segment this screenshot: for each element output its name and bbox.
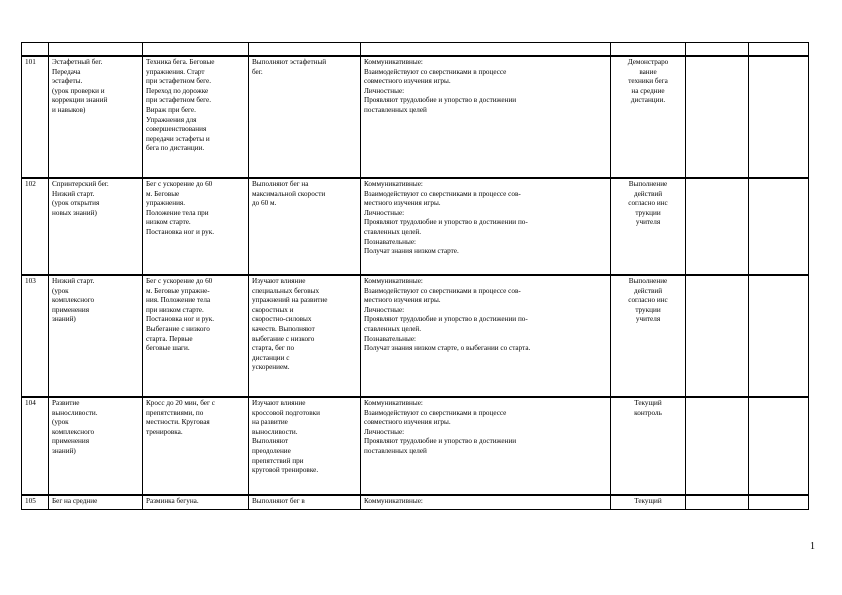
- lesson-topic-line: (урок: [52, 418, 69, 427]
- learning-outcomes: [361, 275, 611, 397]
- extra-cell: [686, 275, 749, 397]
- learning-outcomes-line: Взаимодействуют со сверстниками в процессе сов-: [364, 189, 521, 198]
- lesson-content-line: Бег с ускорение до 60: [146, 180, 213, 188]
- header-cell: [611, 43, 686, 57]
- lesson-content-line: Переход по дорожке: [146, 86, 209, 95]
- control-form-line: Демонстраро: [627, 58, 669, 66]
- header-cell: [249, 43, 361, 57]
- learning-outcomes-line: Коммуникативные:: [364, 58, 423, 66]
- learning-outcomes-line: Познавательные:: [364, 334, 417, 343]
- table-row: [22, 56, 809, 178]
- learning-outcomes-line: Личностные:: [364, 427, 405, 436]
- lesson-content-line: м. Беговые: [146, 189, 180, 198]
- control-form-line: на средние: [631, 86, 665, 95]
- learning-outcomes-line: Личностные:: [364, 305, 405, 314]
- extra-cell: [686, 56, 749, 178]
- extra-cell: [749, 397, 809, 495]
- learning-outcomes-line: ставленных целей.: [364, 227, 422, 236]
- lesson-topic: [49, 397, 143, 495]
- lesson-content-line: при низком старте.: [146, 305, 204, 314]
- lesson-content-line: передачи эстафеты и: [146, 134, 210, 143]
- control-form: [611, 275, 686, 397]
- learning-outcomes-line: местного изучения игры.: [364, 296, 441, 305]
- learning-outcomes: [361, 495, 611, 509]
- table-row: [22, 495, 809, 509]
- lesson-plan-table: [21, 42, 809, 510]
- learning-outcomes-line: Получат знания низком старте, о выбегании со старта.: [364, 344, 531, 353]
- lesson-topic: [49, 178, 143, 275]
- table-row: [22, 178, 809, 275]
- learning-outcomes-line: Проявляют трудолюбие и упорство в достижении по-: [364, 315, 528, 324]
- lesson-number: 102: [22, 178, 49, 275]
- lesson-content: [143, 397, 249, 495]
- student-activity-line: Изучают влияние: [252, 277, 306, 285]
- lesson-content-line: старта. Первые: [146, 334, 193, 343]
- lesson-topic-line: новых знаний): [52, 208, 97, 217]
- lesson-content-line: низком старте.: [146, 218, 191, 227]
- learning-outcomes-line: Коммуникативные:: [364, 497, 423, 505]
- student-activity-line: выбегание с низкого: [252, 334, 315, 343]
- lesson-content: [143, 495, 249, 509]
- learning-outcomes-line: поставленных целей: [364, 105, 427, 114]
- table-row: [22, 275, 809, 397]
- lesson-topic-line: применения: [52, 305, 90, 314]
- learning-outcomes-line: Коммуникативные:: [364, 180, 423, 188]
- learning-outcomes-line: Получат знания низком старте.: [364, 247, 459, 256]
- student-activity-line: максимальной скорости: [252, 189, 326, 198]
- student-activity: [249, 275, 361, 397]
- lesson-content-line: м. Беговые упражне-: [146, 286, 210, 295]
- student-activity: [249, 397, 361, 495]
- lesson-content-line: совершенствования: [146, 125, 207, 134]
- student-activity-line: старта, бег по: [252, 344, 295, 353]
- lesson-topic-line: и навыков): [52, 105, 86, 114]
- learning-outcomes-line: Коммуникативные:: [364, 399, 423, 407]
- lesson-content-line: при эстафетном беге.: [146, 77, 212, 86]
- lesson-topic-line: Эстафетный бег.: [52, 58, 103, 66]
- learning-outcomes-line: поставленных целей: [364, 446, 427, 455]
- lesson-content-line: препятствиями, по: [146, 408, 204, 417]
- lesson-topic-line: комплексного: [52, 427, 95, 436]
- student-activity-line: на развитие: [252, 418, 288, 427]
- learning-outcomes-line: Проявляют трудолюбие и упорство в достижении: [364, 437, 517, 446]
- lesson-content-line: упражнения.: [146, 199, 186, 208]
- lesson-number: 104: [22, 397, 49, 495]
- learning-outcomes-line: Проявляют трудолюбие и упорство в достижении по-: [364, 218, 528, 227]
- lesson-topic: [49, 56, 143, 178]
- lesson-content-line: тренировка.: [146, 427, 183, 436]
- table-row: [22, 397, 809, 495]
- lesson-content: [143, 178, 249, 275]
- lesson-topic-line: комплексного: [52, 296, 95, 305]
- learning-outcomes-line: Проявляют трудолюбие и упорство в достижении: [364, 96, 517, 105]
- lesson-content-line: упражнения. Старт: [146, 67, 205, 76]
- learning-outcomes: [361, 178, 611, 275]
- learning-outcomes-line: Взаимодействуют со сверстниками в процессе сов-: [364, 286, 521, 295]
- lesson-topic-line: Передача: [52, 67, 81, 76]
- student-activity-line: круговой тренировке.: [252, 466, 319, 475]
- header-cell: [749, 43, 809, 57]
- lesson-content-line: Постановка ног и рук.: [146, 227, 214, 236]
- lesson-content-line: ния. Положение тела: [146, 296, 211, 305]
- extra-cell: [686, 178, 749, 275]
- student-activity-line: качеств. Выполняют: [252, 324, 315, 333]
- student-activity-line: ускорением.: [252, 363, 290, 372]
- extra-cell: [686, 397, 749, 495]
- learning-outcomes-line: Коммуникативные:: [364, 277, 423, 285]
- control-form-line: Выполнение: [628, 277, 668, 285]
- control-form: [611, 495, 686, 509]
- lesson-topic-line: Низкий старт.: [52, 189, 95, 198]
- student-activity-line: скоростных и: [252, 305, 294, 314]
- control-form-line: дистанции.: [630, 96, 666, 105]
- lesson-content-line: беговые шаги.: [146, 344, 190, 353]
- student-activity: [249, 56, 361, 178]
- header-cell: [49, 43, 143, 57]
- student-activity-line: Изучают влияние: [252, 399, 306, 407]
- learning-outcomes-line: ставленных целей.: [364, 324, 422, 333]
- control-form-line: трукции: [635, 208, 661, 217]
- header-cell: [22, 43, 49, 57]
- student-activity-line: Выполняют эстафетный: [252, 58, 327, 66]
- student-activity-line: препятствий при: [252, 456, 304, 465]
- lesson-content-line: Положение тела при: [146, 208, 209, 217]
- student-activity-line: специальных беговых: [252, 286, 320, 295]
- learning-outcomes-line: совместного изучения игры.: [364, 418, 451, 427]
- control-form: [611, 397, 686, 495]
- lesson-topic-line: эстафеты.: [52, 77, 83, 86]
- student-activity-line: Выполняют бег на: [252, 180, 309, 188]
- learning-outcomes-line: местного изучения игры.: [364, 199, 441, 208]
- learning-outcomes-line: Взаимодействуют со сверстниками в процессе: [364, 408, 507, 417]
- extra-cell: [749, 495, 809, 509]
- control-form-line: Выполнение: [628, 180, 668, 188]
- lesson-content-line: бега по дистанции.: [146, 144, 205, 153]
- control-form: [611, 56, 686, 178]
- student-activity-line: выносливости.: [252, 427, 298, 436]
- student-activity-line: кроссовой подготовки: [252, 408, 320, 417]
- lesson-content-line: Постановка ног и рук.: [146, 315, 214, 324]
- control-form-line: действий: [633, 189, 663, 198]
- extra-cell: [749, 178, 809, 275]
- learning-outcomes: [361, 56, 611, 178]
- student-activity-line: Выполняют бег в: [252, 497, 305, 505]
- student-activity-line: скоростно-силовых: [252, 315, 312, 324]
- lesson-topic-line: знаний): [52, 446, 76, 455]
- control-form-line: Текущий: [634, 399, 662, 407]
- lesson-content-line: Разминка бегуна.: [146, 497, 199, 505]
- control-form: [611, 178, 686, 275]
- page-number: 1: [810, 541, 815, 552]
- student-activity-line: преодоление: [252, 446, 291, 455]
- control-form-line: трукции: [635, 305, 661, 314]
- extra-cell: [749, 275, 809, 397]
- extra-cell: [686, 495, 749, 509]
- lesson-content-line: местности. Круговая: [146, 418, 210, 427]
- control-form-line: согласно инс: [628, 199, 668, 208]
- lesson-content-line: Упражнения для: [146, 115, 197, 124]
- lesson-content-line: Бег с ускорение до 60: [146, 277, 213, 285]
- control-form-line: техники бега: [628, 77, 668, 86]
- control-form-line: согласно инс: [628, 296, 668, 305]
- control-form-line: учителя: [635, 315, 661, 324]
- control-form-line: Текущий: [634, 497, 662, 505]
- lesson-topic-line: применения: [52, 437, 90, 446]
- lesson-topic-line: знаний): [52, 315, 76, 324]
- student-activity-line: до 60 м.: [252, 199, 277, 208]
- student-activity-line: дистанции с: [252, 353, 290, 362]
- lesson-topic: [49, 275, 143, 397]
- lesson-content-line: Техника бега. Беговые: [146, 58, 215, 66]
- lesson-content-line: Вираж при беге.: [146, 105, 196, 114]
- lesson-content: [143, 275, 249, 397]
- control-form-line: контроль: [634, 408, 662, 417]
- learning-outcomes: [361, 397, 611, 495]
- lesson-topic-line: (урок проверки и: [52, 86, 105, 95]
- header-cell: [143, 43, 249, 57]
- lesson-number: 103: [22, 275, 49, 397]
- lesson-content: [143, 56, 249, 178]
- control-form-line: вание: [639, 67, 657, 76]
- lesson-topic-line: выносливости.: [52, 408, 98, 417]
- header-cell: [686, 43, 749, 57]
- lesson-topic-line: Бег на средние: [52, 497, 98, 505]
- learning-outcomes-line: Личностные:: [364, 208, 405, 217]
- header-row: [22, 43, 809, 57]
- student-activity-line: упражнений на развитие: [252, 296, 328, 305]
- lesson-topic-line: Развитие: [52, 399, 80, 407]
- student-activity-line: Выполняют: [252, 437, 289, 446]
- lesson-content-line: при эстафетном беге.: [146, 96, 212, 105]
- control-form-line: действий: [633, 286, 663, 295]
- lesson-number: 105: [22, 495, 49, 509]
- learning-outcomes-line: совместного изучения игры.: [364, 77, 451, 86]
- lesson-number: 101: [22, 56, 49, 178]
- header-cell: [361, 43, 611, 57]
- lesson-topic-line: (урок открытия: [52, 199, 100, 208]
- lesson-content-line: Выбегание с низкого: [146, 324, 210, 333]
- student-activity: [249, 178, 361, 275]
- lesson-topic-line: Низкий старт.: [52, 277, 95, 285]
- student-activity: [249, 495, 361, 509]
- control-form-line: учителя: [635, 218, 661, 227]
- lesson-topic-line: Спринтерский бег.: [52, 180, 109, 188]
- learning-outcomes-line: Личностные:: [364, 86, 405, 95]
- lesson-content-line: Кросс до 20 мин, бег с: [146, 399, 215, 407]
- lesson-topic-line: (урок: [52, 286, 69, 295]
- student-activity-line: бег.: [252, 67, 263, 76]
- extra-cell: [749, 56, 809, 178]
- lesson-topic: [49, 495, 143, 509]
- learning-outcomes-line: Познавательные:: [364, 237, 417, 246]
- lesson-topic-line: коррекции знаний: [52, 96, 108, 105]
- learning-outcomes-line: Взаимодействуют со сверстниками в процессе: [364, 67, 507, 76]
